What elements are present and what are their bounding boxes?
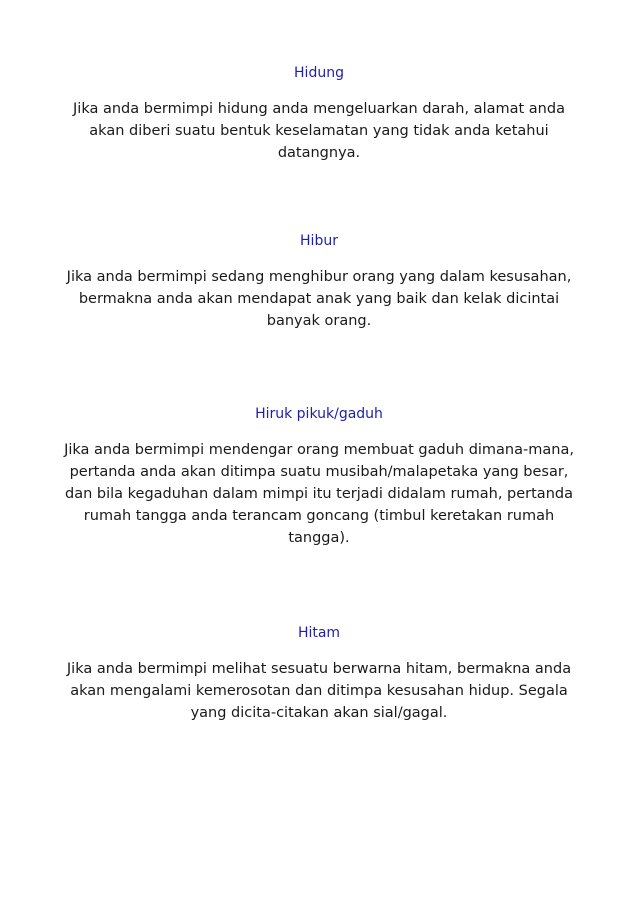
entry-text: Jika anda bermimpi mendengar orang membuat gaduh dimana-mana, pertanda anda akan ditimpa suatu musibah/malapetaka yang besar, dan bila kegaduhan dalam mimpi itu terjadi didalam rumah, pertanda rumah tangga anda terancam goncang (timbul keretakan rumah tangga). — [64, 442, 574, 546]
entry-hibur — [56, 232, 582, 332]
entry-heading: Hitam — [297, 625, 341, 641]
entry-hiruk-pikuk — [56, 405, 582, 549]
entry-hitam — [56, 624, 582, 724]
entry-text: Jika anda bermimpi melihat sesuatu berwarna hitam, bermakna anda akan mengalami kemerosotan dan ditimpa kesusahan hidup. Segala yang dicita-citakan akan sial/gagal. — [66, 661, 572, 721]
entry-text: Jika anda bermimpi sedang menghibur orang yang dalam kesusahan, bermakna anda akan mendapat anak yang baik dan kelak dicintai banyak orang. — [66, 269, 572, 329]
entry-text: Jika anda bermimpi hidung anda mengeluarkan darah, alamat anda akan diberi suatu bentuk keselamatan yang tidak anda ketahui datangnya. — [73, 101, 565, 161]
entry-heading: Hidung — [294, 65, 344, 81]
entry-heading: Hibur — [300, 233, 338, 249]
entry-hidung — [56, 64, 582, 164]
entry-heading: Hiruk pikuk/gaduh — [255, 406, 383, 422]
